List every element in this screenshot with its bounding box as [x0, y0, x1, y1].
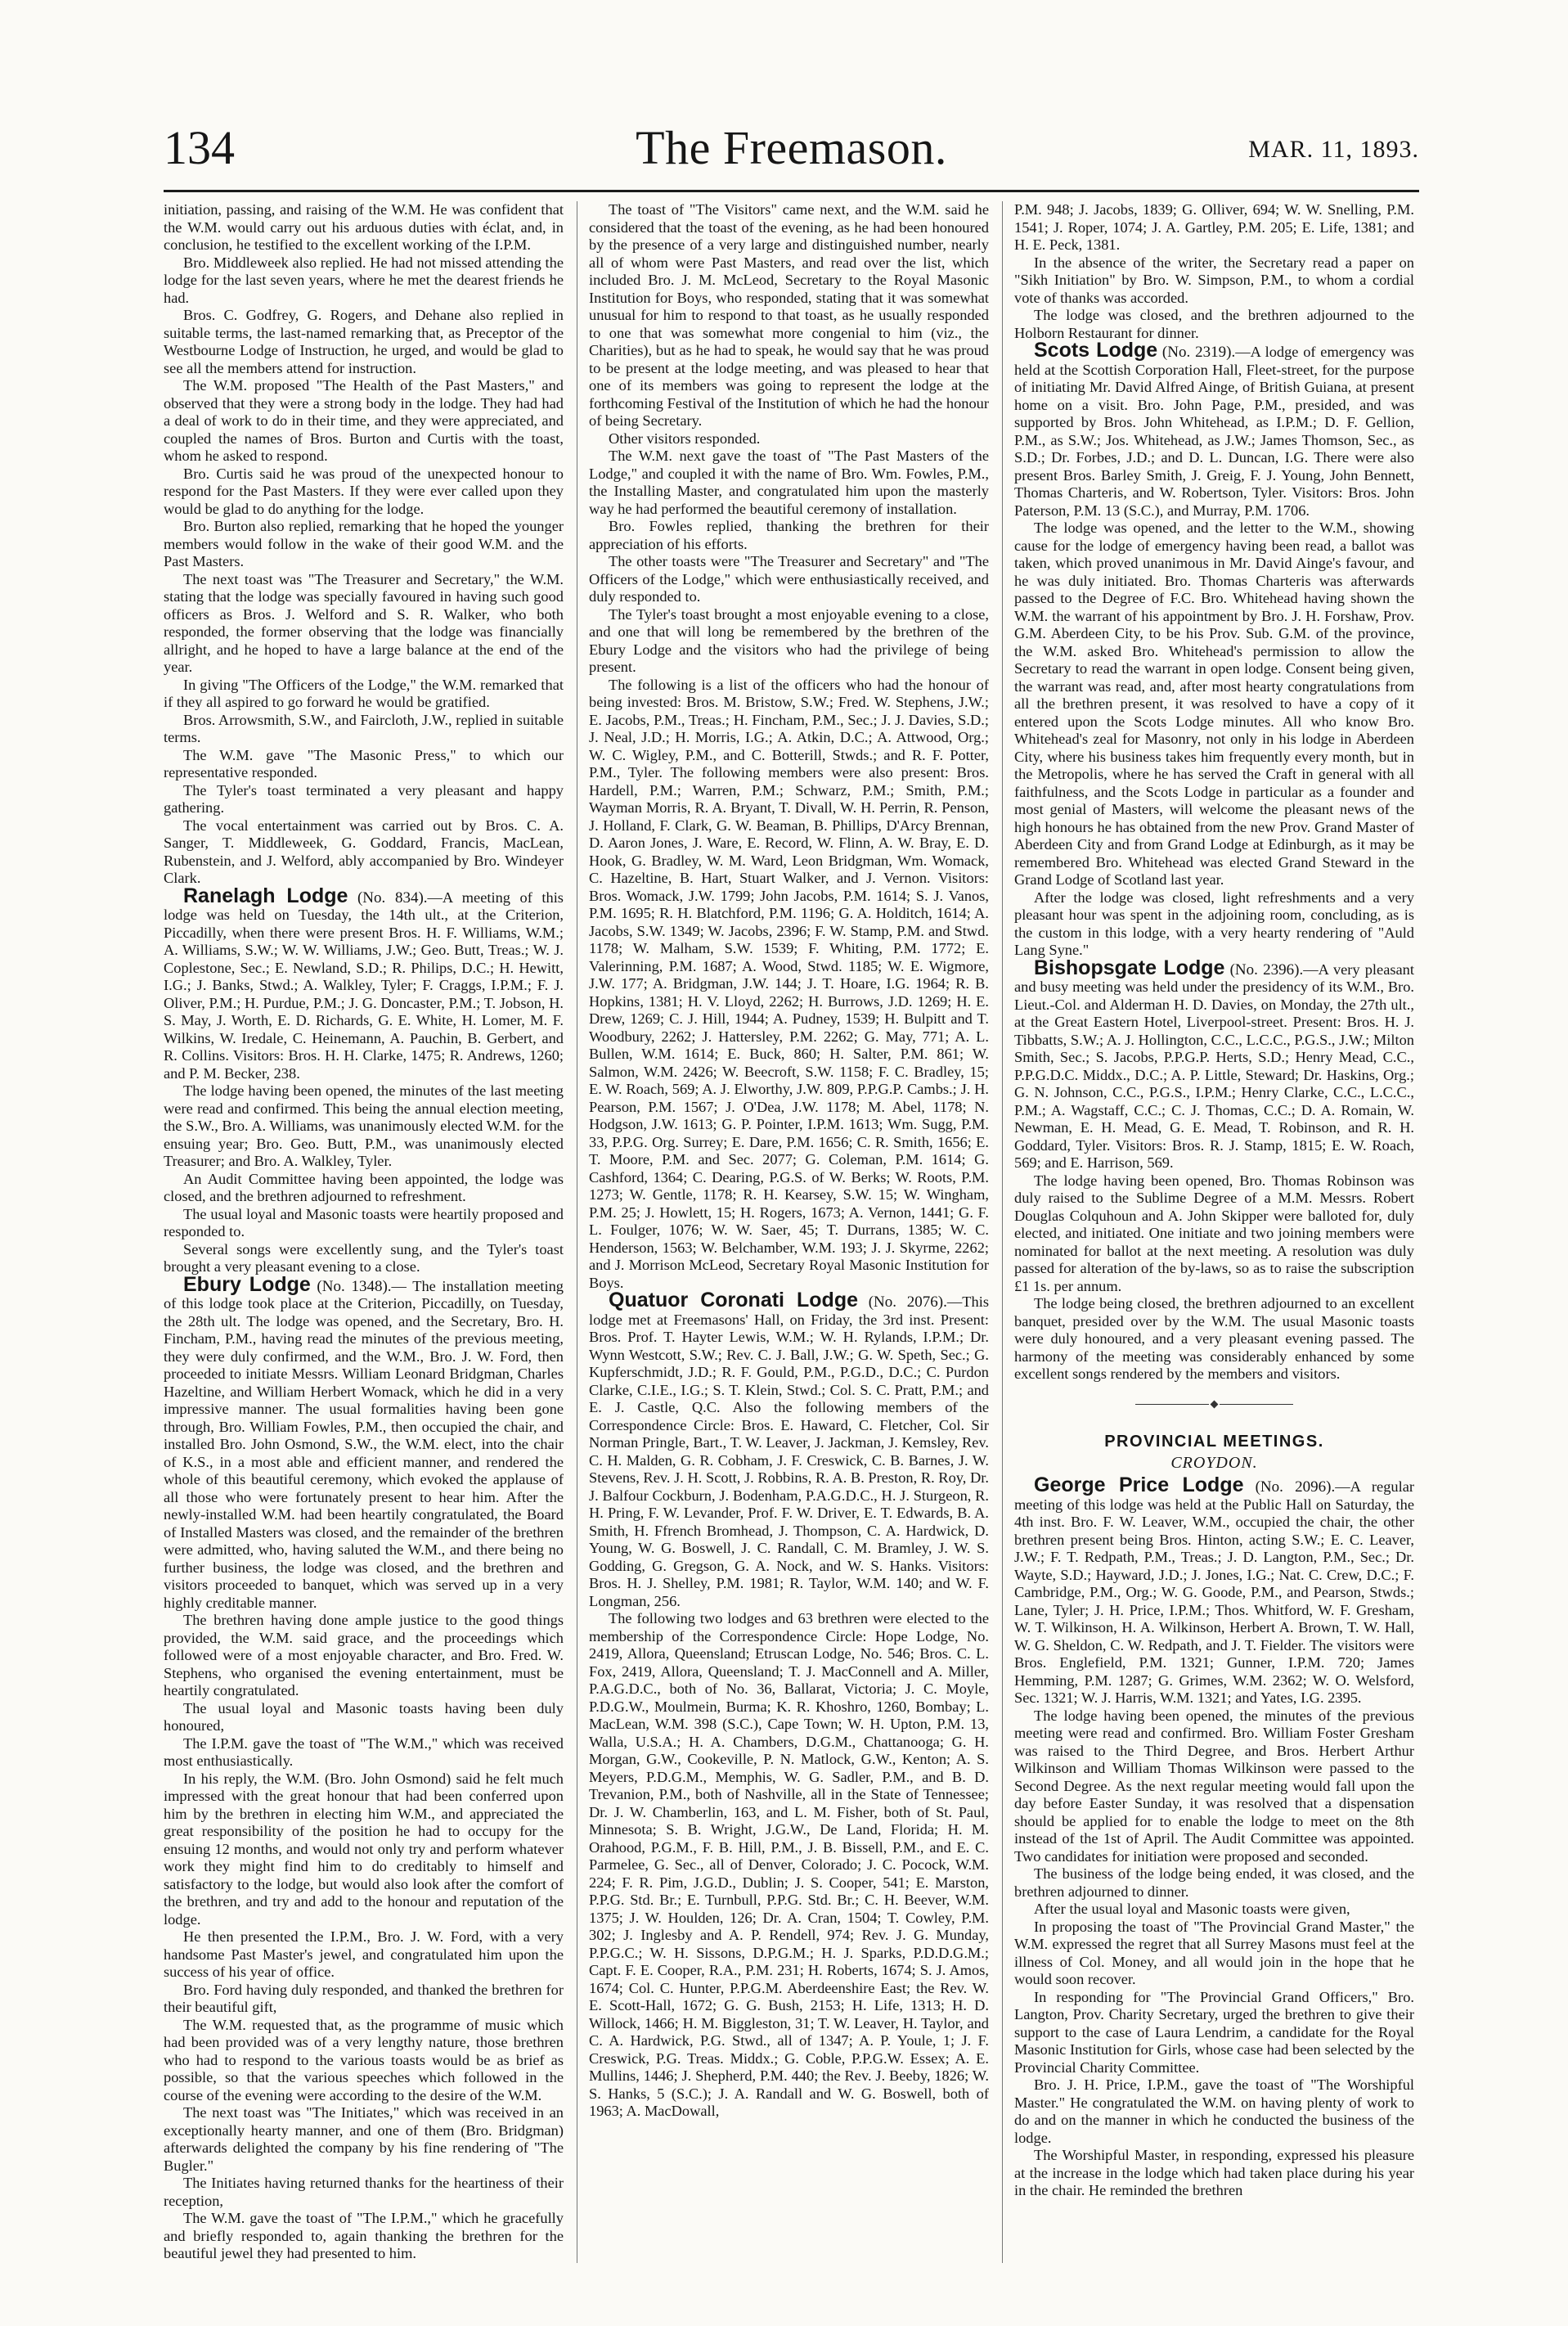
paragraph: Several songs were excellently sung, and the Tyler's toast brought a very pleasant evening to a close.: [164, 1240, 564, 1275]
lodge-number: (No. 2076).: [868, 1293, 947, 1311]
paragraph: In the absence of the writer, the Secretary read a paper on "Sikh Initiation" by Bro. W. Simpson, P.M., to whom a cordial vote of thanks was accorded.: [1014, 254, 1414, 306]
lodge-heading: Ranelagh Lodge: [183, 884, 348, 907]
lodge-number: (No. 1348).: [317, 1277, 392, 1295]
paragraph: Other visitors responded.: [609, 430, 761, 447]
lodge-heading: Ebury Lodge: [183, 1272, 311, 1296]
paragraph: He then presented the I.P.M., Bro. J. W. Ford, with a very handsome Past Master's jewel, and congratulated him upon the success of his year of office.: [164, 1928, 564, 1980]
paragraph: The lodge was opened, and the letter to the W.M., showing cause for the lodge of emergency having been read, a ballot was taken, which proved unanimous in Mr. David Ainge's favour, and he was duly initiated. Bro. Thomas Charteris was afterwards passed to the Degree of F.C. Bro. Whitehead having shown the W.M. the warrant of his appointment by Bro. J. H. Forshaw, Prov. G.M. Aberdeen City, to be his Prov. Sub. G.M. of the province, the W.M. asked Bro. Whitehead's permission to allow the Secretary to read the warrant in open lodge. Consent being given, the warrant was read, and, after most hearty congratulations from all the brethren present, it was resolved to have a copy of it entered upon the Scots Lodge minutes. All who know Bro. Whitehead's zeal for Masonry, not only in his lodge in Aberdeen City, where his business takes him frequently every month, but in the Metropolis, where he has served the Craft in general with all faithfulness, and the Scots Lodge in particular as a founder and most genial of Masters, will welcome the pleasant news of the high honours he has obtained from the new Prov. Grand Master of Aberdeen City and from Grand Lodge at Edinburgh, as it may be remembered Bro. Whitehead was elected Grand Steward in the Grand Lodge of Scotland last year.: [1014, 520, 1414, 888]
lodge-number: (No. 2096).: [1255, 1478, 1336, 1496]
paragraph: The W.M. gave "The Masonic Press," to which our representative responded.: [164, 746, 564, 781]
lodge-report-scots: [1014, 339, 1414, 520]
lodge-number: (No. 834).: [357, 889, 428, 907]
lodge-heading: Quatuor Coronati Lodge: [609, 1289, 859, 1311]
paragraph: The business of the lodge being ended, it was closed, and the brethren adjourned to dinner.: [1014, 1865, 1414, 1900]
report-text: —A meeting of this lodge was held on Tuesday, the 14th ult., at the Criterion, Piccadilly, when there were present Bros. H. F. Williams, W.M.; A. Williams, S.W.; W. W. Williams, J.W.; Geo. Butt, Treas.; W. J. Coplestone, Sec.; E. Newland, S.D.; R. Philips, D.C.; H. Hewitt, I.G.; J. Banks, Stwd.; A. Walkley, Tyler; F. Craggs, I.P.M.; F. J. Oliver, P.M.; H. Purdue, P.M.; J. G. Doncaster, P.M.; T. Jobson, H. S. May, J. Worth, E. D. Richards, G. E. White, H. Lomer, M. F. Wilkins, W. Iredale, C. Heinemann, A. Pauchin, B. Gerbert, and R. Collins. Visitors: Bros. H. H. Clarke, 1475; R. Andrews, 1260; and P. M. Becker, 238.: [164, 889, 564, 1082]
column-3: [1014, 201, 1414, 2263]
report-text: —This lodge met at Freemasons' Hall, on Friday, the 3rd inst. Present: Bros. Prof. T. Hayter Lewis, W.M.; W. H. Rylands, I.P.M.; Dr. Wynn Westcott, S.W.; Rev. C. J. Ball, J.W.; G. W. Speth, Sec.; G. Kupferschmidt, J.D.; R. F. Gould, P.M., P.G.D., D.C.; C. Purdon Clarke, C.I.E., I.G.; S. T. Klein, Stwd.; Col. S. C. Pratt, P.M.; and E. J. Castle, Q.C. Also the following members of the Correspondence Circle: Bros. E. Haward, C. Fletcher, Col. Sir Norman Pringle, Bart., T. W. Leaver, J. Jackman, J. Kemsley, Rev. C. H. Malden, G. R. Cobham, J. F. Creswick, C. B. Barnes, J. W. Stevens, Rev. J. H. Scott, J. Robbins, R. A. B. Preston, R. Roy, Dr. J. Balfour Cockburn, J. Bodenham, P.A.G.D.C., H. J. Sturgeon, R. H. Pring, F. W. Levander, Prof. F. W. Driver, E. T. Edwards, B. A. Smith, H. Ffrench Bromhead, J. Thompson, C. A. Hardwick, D. Young, W. G. Boswell, J. C. Randall, C. M. Bramley, J. W. S. Godding, G. Gregson, G. A. Nock, and W. S. Hanks. Visitors: Bros. H. J. Shelley, P.M. 1981; R. Taylor, W.M. 140; and W. F. Longman, 256.: [589, 1293, 989, 1609]
newspaper-title: The Freemason.: [636, 121, 947, 174]
paragraph: In proposing the toast of "The Provincial Grand Master," the W.M. expressed the regret that all Surrey Masons must feel at the illness of Col. Money, and all would join in the hope that he would soon recover.: [1014, 1918, 1414, 1987]
lodge-heading: Bishopsgate Lodge: [1034, 956, 1225, 979]
section-divider: [1014, 1395, 1414, 1413]
paragraph: The following two lodges and 63 brethren were elected to the membership of the Correspondence Circle: Hope Lodge, No. 2419, Allora, Queensland; Etruscan Lodge, No. 546; Bros. C. L. Fox, 2419, Allora, Queensland; T. J. MacConnell and A. Miller, P.A.G.D.C., both of No. 36, Ballarat, Victoria; J. C. Moyle, P.D.G.W., Moulmein, Burma; K. R. Khoshro, 1260, Bombay; L. MacLean, W.M. 398 (S.C.), Cape Town; W. H. Upton, P.M. 13, Walla, U.S.A.; H. A. Chambers, D.G.M., Chattanooga; G. H. Morgan, G.W., Cookeville, P. N. Matlock, G.W., Kenton; A. S. Meyers, P.D.G.M., Memphis, W. G. Sadler, P.M., and B. D. Trevanion, P.M., both of Nashville, all in the State of Tennessee; Dr. J. W. Chamberlin, 163, and L. M. Fisher, both of St. Paul, Minnesota; S. B. Wright, J.G.W., De Land, Florida; H. M. Orahood, P.G.M., F. B. Hill, P.M., J. B. Bissell, P.M., and E. C. Parmelee, G. Sec., all of Denver, Colorado; J. C. Pocock, W.M. 224; F. R. Pim, J.G.D., Dublin; J. S. Cooper, 541; E. Marston, P.P.G. Std. Br.; E. Turnbull, P.P.G. Std. Br.; C. H. Beever, W.M. 1375; J. W. Houlden, 126; Dr. A. Cran, 1504; T. Cowley, P.M. 302; J. Inglesby and A. P. Rendell, 974; Rev. J. G. Munday, P.P.G.C.; W. H. Sissons, D.P.G.M.; H. J. Sparks, P.D.D.G.M.; Capt. F. E. Cooper, R.A., P.M. 231; H. Roberts, 1674; S. J. Amos, 1674; Col. C. Hunter, P.P.G.M. Aberdeenshire East; the Rev. W. E. Scott-Hall, 1672; G. G. Bush, 2153; H. Life, 1313; H. D. Willock, 1466; H. M. Biggleston, 31; T. W. Leaver, H. Taylor, and C. A. Hardwick, P.G. Stwd., all of 1347; A. P. Youle, 1; J. F. Creswick, P.G. Treas. Middx.; G. Coble, P.P.G.W. Essex; A. E. Mullins, 1446; J. Shepherd, P.M. 440; the Rev. J. Beeby, 1826; W. S. Hanks, 5 (S.C.); J. A. Randall and W. G. Boswell, both of 1963; A. MacDowall,: [589, 1610, 989, 2119]
paragraph: The W.M. requested that, as the programme of music which had been provided was of a very lengthy nature, those brethren who had to respond to the various toasts would be as brief as possible, so that the various speeches which followed in the course of the evening were according to the desire of the W.M.: [164, 2016, 564, 2103]
paragraph: Bros. Arrowsmith, S.W., and Faircloth, J.W., replied in suitable terms.: [164, 711, 564, 745]
paragraph: The other toasts were "The Treasurer and Secretary" and "The Officers of the Lodge," which were enthusiastically received, and duly responded to.: [589, 553, 989, 605]
lodge-heading: George Price Lodge: [1034, 1473, 1244, 1496]
report-text: —A regular meeting of this lodge was held at the Public Hall on Saturday, the 4th inst. Bro. F. W. Leaver, W.M., occupied the chair, the other brethren present being Bros. Hinton, acting S.W.; E. C. Leaver, J.W.; F. T. Redpath, P.M., Treas.; J. D. Langton, P.M., Sec.; Dr. Wayte, S.D.; Hayward, J.D.; J. Jones, I.G.; Nat. C. Crew, D.C.; F. Cambridge, P.M., Org.; W. G. Goode, P.M., and Pearson, Stwds.; Lane, Tyler; J. H. Price, I.P.M.; Thos. Whitford, W. F. Gresham, W. T. Wilkinson, H. A. Wilkinson, Herbert A. Brown, T. W. Hall, W. G. Sheldon, C. W. Redpath, and J. T. Fielder. The visitors were Bros. Englefield, P.M. 1321; Gunner, I.P.M. 720; James Hemming, P.M. 1287; G. Grimes, W.M. 2362; W. O. Welsford, Sec. 1321; W. J. Harris, W.M. 1321; and Yates, I.G. 2395.: [1014, 1478, 1414, 1706]
paragraph: The Tyler's toast brought a most enjoyable evening to a close, and one that will long be remembered by the brethren of the Ebury Lodge and the visitors who had the privilege of being present.: [589, 605, 989, 675]
lodge-report-bishopsgate: [1014, 956, 1414, 1172]
paragraph: The vocal entertainment was carried out by Bros. C. A. Sanger, T. Middleweek, G. Goddard, Francis, MacLean, Rubenstein, and J. Welford, ably accompanied by Bro. Windeyer Clark.: [164, 817, 564, 886]
paragraph: Bro. J. H. Price, I.P.M., gave the toast of "The Worshipful Master." He congratulated the W.M. on having plenty of work to do and on the manner in which he conducted the business of the lodge.: [1014, 2076, 1414, 2146]
paragraph: The W.M. gave the toast of "The I.P.M.," which he gracefully and briefly responded to, again thanking the brethren for the beautiful jewel they had presented to him.: [164, 2210, 564, 2261]
column-2: [589, 201, 989, 2263]
lodge-heading: Scots Lodge: [1034, 339, 1158, 362]
page-number: 134: [164, 121, 235, 174]
column-1: [164, 201, 564, 2263]
paragraph: Bro. Fowles replied, thanking the brethren for their appreciation of his efforts.: [589, 518, 989, 552]
paragraph: The lodge having been opened, Bro. Thomas Robinson was duly raised to the Sublime Degree of a M.M. Messrs. Robert Douglas Colquhoun and A. John Skipper were balloted for, duly elected, and initiated. One initiate and two joining members were nominated for ballot at the next meeting. A resolution was duly passed for alteration of the by-laws, so as to raise the subscription £1 1s. per annum.: [1014, 1172, 1414, 1294]
lodge-report-george-price: [1014, 1473, 1414, 1707]
paragraph: Bro. Middleweek also replied. He had not missed attending the lodge for the last seven years, where he met the dearest friends he had.: [164, 254, 564, 306]
report-text: —A very pleasant and busy meeting was held under the presidency of its W.M., Bro. Lieut.-Col. and Alderman H. D. Davies, on Monday, the 27th ult., at the Great Eastern Hotel, Liverpool-street. Present: Bros. H. J. Tibbatts, S.W.; A. J. Hollington, C.C., L.C.C., P.G.S., J.W.; Milton Smith, Sec.; S. Jacobs, P.P.G.P. Herts, S.D.; Henry Mead, C.C., P.P.G.D.C. Middx., D.C.; A. P. Little, Steward; Dr. Haskins, Org.; G. N. Johnson, C.C., P.G.S., I.P.M.; Henry Clarke, C.C., L.C.C., P.M.; A. Wagstaff, C.C.; C. J. Thomas, C.C.; D. A. Romain, W. Newman, E. H. Mead, G. E. Mead, T. Robinson, and R. H. Goddard, Tyler. Visitors: Bros. R. J. Stamp, 1815; E. W. Roach, 569; and E. Harrison, 569.: [1014, 961, 1414, 1171]
paragraph: The W.M. next gave the toast of "The Past Masters of the Lodge," and coupled it with the name of Bro. Wm. Fowles, P.M., the Installing Master, and congratulated him upon the masterly way he had performed the beautiful ceremony of installation.: [589, 448, 989, 517]
paragraph: The Worshipful Master, in responding, expressed his pleasure at the increase in the lodge which had taken place during his year in the chair. He reminded the brethren: [1014, 2147, 1414, 2198]
report-text: — The installation meeting of this lodge took place at the Criterion, Piccadilly, on Tuesday, the 28th ult. The lodge was opened, and the Secretary, Bro. H. Fincham, P.M., having read the minutes of the previous meeting, they were duly confirmed, and the W.M., Bro. J. W. Ford, then proceeded to initiate Messrs. William Leonard Bridgman, Charles Hazeltine, and William Herbert Womack, which he did in a very impressive manner. The usual formalities having been gone through, Bro. William Fowles, P.M., then occupied the chair, and installed Bro. John Osmond, S.W., the W.M. elect, into the chair of K.S., in a most able and efficient manner, and rendered the whole of this beautiful ceremony, which evoked the applause of all those who were fortunately present to hear him. After the newly-installed W.M. had been heartily congratulated, the Board of Installed Masters was closed, and the remainder of the brethren were admitted, who, having saluted the W.M., and there being no further business, the lodge was closed, and the brethren and visitors proceeded to banquet, which was served up in a very highly creditable manner.: [164, 1277, 564, 1611]
paragraph: The next toast was "The Initiates," which was received in an exceptionally hearty manner, and one of them (Bro. Bridgman) afterwards delighted the company by his fine rendering of "The Bugler.": [164, 2104, 564, 2174]
issue-date: MAR. 11, 1893.: [1248, 136, 1419, 163]
paragraph: The lodge having been opened, the minutes of the last meeting were read and confirmed. This being the annual election meeting, the S.W., Bro. A. Williams, was unanimously elected W.M. for the ensuing year; Bro. Geo. Butt, P.M., was unanimously elected Treasurer; and Bro. A. Walkley, Tyler.: [164, 1082, 564, 1169]
paragraph: The lodge having been opened, the minutes of the previous meeting were read and confirmed. Bro. William Foster Gresham was raised to the Third Degree, and Bros. Herbert Arthur Wilkinson and William Thomas Wilkinson were passed to the Second Degree. As the next regular meeting would fall upon the day before Easter Sunday, it was resolved that a dispensation should be applied for to enable the lodge to meet on the 8th instead of the 1st of April. The Audit Committee was appointed. Two candidates for initiation were proposed and seconded.: [1014, 1707, 1414, 1865]
paragraph: An Audit Committee having been appointed, the lodge was closed, and the brethren adjourned to refreshment.: [164, 1170, 564, 1204]
section-subtitle: CROYDON.: [1170, 1453, 1258, 1472]
lodge-number: (No. 2319).: [1161, 344, 1236, 361]
paragraph: The lodge being closed, the brethren adjourned to an excellent banquet, presided over by the W.M. The usual Masonic toasts were duly honoured, and a very pleasant evening passed. The harmony of the meeting was considerably enhanced by some excellent songs rendered by the members and visitors.: [1014, 1295, 1414, 1382]
paragraph: The W.M. proposed "The Health of the Past Masters," and observed that they were a strong body in the lodge. They had had a deal of work to do in their time, and they were appreciated, and coupled the names of Bros. Burton and Curtis with the toast, whom he asked to respond.: [164, 377, 564, 464]
lodge-report-ranelagh: [164, 884, 564, 1083]
paragraph: The brethren having done ample justice to the good things provided, the W.M. said grace, and the proceedings which followed were of a most enjoyable character, and Bro. Fred. W. Stephens, who organised the evening entertainment, must be heartily congratulated.: [164, 1612, 564, 1698]
paragraph: The usual loyal and Masonic toasts were heartily proposed and responded to.: [164, 1205, 564, 1239]
paragraph: Bro. Burton also replied, remarking that he hoped the younger members would follow in the wake of their good W.M. and the Past Masters.: [164, 518, 564, 569]
paragraph: The Initiates having returned thanks for the heartiness of their reception,: [164, 2175, 564, 2209]
paragraph: After the lodge was closed, light refreshments and a very pleasant hour was spent in the adjoining room, concluding, as is the custom in this lodge, with a very hearty rendering of "Auld Lang Syne.": [1014, 889, 1414, 958]
section-title: PROVINCIAL MEETINGS.: [1104, 1433, 1324, 1451]
column-rule: [1002, 201, 1003, 2263]
masthead: [164, 115, 1419, 192]
paragraph: The Tyler's toast terminated a very pleasant and happy gathering.: [164, 781, 564, 816]
paragraph: P.M. 948; J. Jacobs, 1839; G. Olliver, 694; W. W. Snelling, P.M. 1541; J. Roper, 1074; J. A. Gartley, P.M. 205; E. Life, 1381; and H. E. Peck, 1381.: [1014, 201, 1414, 253]
lodge-report-ebury: [164, 1272, 564, 1613]
report-text: —A lodge of emergency was held at the Scottish Corporation Hall, Fleet-street, for the purpose of initiating Mr. David Alfred Ainge, of British Guiana, at present home on a visit. Bro. John Page, P.M., presided, and was supported by Bros. John Whitehead, as I.P.M.; D. F. Gellion, P.M., as S.W.; Jos. Whitehead, as J.W.; James Thomson, Sec., as S.D.; Dr. Forbes, J.D.; and D. L. Duncan, I.G. There were also present Bros. Barley Smith, J. Greig, F. J. Young, John Bennett, Thomas Charteris, and W. Robertson, Tyler. Visitors: Bros. John Paterson, P.M. 13 (S.C.), and Murray, P.M. 1706.: [1014, 344, 1414, 519]
paragraph: In giving "The Officers of the Lodge," the W.M. remarked that if they all aspired to go forward he would be gratified.: [164, 676, 564, 710]
paragraph: The I.P.M. gave the toast of "The W.M.," which was received most enthusiastically.: [164, 1734, 564, 1769]
paragraph: In his reply, the W.M. (Bro. John Osmond) said he felt much impressed with the great honour that had been conferred upon him by the brethren in electing him W.M., and appreciated the great responsibility of the position he had to occupy for the ensuing 12 months, and would not only try and perform whatever work they might find him to do creditably to himself and satisfactory to the lodge, but would also look after the comfort of the brethren, and try and add to the honour and reputation of the lodge.: [164, 1770, 564, 1928]
lodge-number: (No. 2396).: [1229, 961, 1304, 979]
paragraph: initiation, passing, and raising of the W.M. He was confident that the W.M. would carry out his arduous duties with éclat, and, in conclusion, he testified to the excellent working of the I.P.M.: [164, 201, 564, 253]
paragraph: Bro. Curtis said he was proud of the unexpected honour to respond for the Past Masters. If they were ever called upon they would be glad to do anything for the lodge.: [164, 465, 564, 517]
paragraph: The toast of "The Visitors" came next, and the W.M. said he considered that the toast of the evening, as he had been honoured by the presence of a very large and distinguished number, nearly all of whom were Past Masters, and read over the list, which included Bro. J. M. McLeod, Secretary to the Royal Masonic Institution for Boys, who responded, stating that it was somewhat unusual for him to respond to that toast, as he usually responded to one that was somewhat more congenial to him (viz., the Charities), but as he had to speak, he would say that he was proud to be present at the lodge meeting, and was pleased to hear that one of its members was going to represent the lodge at the forthcoming Festival of the Institution of which he had the honour of being Secretary.: [589, 201, 989, 429]
paragraph: After the usual loyal and Masonic toasts were given,: [1034, 1901, 1350, 1917]
paragraph: Bros. C. Godfrey, G. Rogers, and Dehane also replied in suitable terms, the last-named remarking that, as Preceptor of the Westbourne Lodge of Instruction, he urged, and would be glad to see all the members attend for instruction.: [164, 307, 564, 376]
paragraph: The lodge was closed, and the brethren adjourned to the Holborn Restaurant for dinner.: [1014, 307, 1414, 341]
paragraph: The usual loyal and Masonic toasts having been duly honoured,: [164, 1699, 564, 1734]
paragraph: The following is a list of the officers who had the honour of being invested: Bros. M. Bristow, S.W.; Fred. W. Stephens, J.W.; E. Jacobs, P.M., Treas.; H. Fincham, P.M., Sec.; J. J. Davies, S.D.; J. Neal, J.D.; H. Morris, I.G.; A. Atkin, D.C.; A. Attwood, Org.; W. C. Wigley, P.M., and C. Botterill, Stwds.; and R. F. Potter, P.M., Tyler. The following members were also present: Bros. Hardell, P.M.; Warren, P.M.; Schwarz, P.M.; Smith, P.M.; Wayman Morris, R. A. Bryant, T. Divall, W. H. Perrin, R. Penson, J. Holland, F. Clark, G. W. Beaman, B. Phillips, D'Arcy Brennan, D. Aaron Jones, J. Ware, E. Record, W. Flinn, A. W. Bray, E. D. Hook, G. Bradley, W. M. Ward, Leon Bridgman, Wm. Womack, C. Hazeltine, B. Hart, Stuart Walker, and J. Vernon. Visitors: Bros. Womack, J.W. 1799; John Jacobs, P.M. 1614; S. J. Vanos, P.M. 1695; R. H. Blatchford, P.M. 1196; G. A. Holditch, 1614; A. Jacobs, S.W. 1349; W. Jacobs, 2396; F. W. Stamp, P.M. and Stwd. 1178; W. Malham, S.W. 1539; F. Whiting, P.M. 1772; E. Valerinning, P.M. 1687; A. Wood, Stwd. 1185; W. E. Wigmore, J.W. 177; A. Bridgman, J.W. 144; J. T. Hoare, I.G. 1964; R. B. Hopkins, 1381; H. V. Lloyd, 2262; H. Burrows, J.D. 1269; H. E. Drew, 1269; C. J. Hill, 1944; A. Pudney, 1539; H. Bulpitt and T. Woodbury, 2262; J. Hattersley, P.M. 2262; G. May, 771; A. L. Bullen, W.M. 1614; E. Buck, 860; H. Salter, P.M. 861; W. Salmon, W.M. 2426; W. Beecroft, S.W. 1158; F. C. Bradley, 15; E. W. Roach, 569; A. J. Elworthy, J.W. 809, P.P.G.P. Cambs.; J. H. Pearson, P.M. 1567; J. O'Dea, J.W. 1178; M. Abel, 1178; N. Hodgson, J.W. 1613; G. P. Pointer, I.P.M. 1613; Wm. Sugg, P.M. 33, P.P.G. Org. Surrey; E. Dare, P.M. 1656; C. R. Smith, 1656; E. T. Moore, P.M. and Sec. 2077; G. Coleman, P.M. 1614; G. Cashford, 1364; C. Dearing, P.G.S. of W. Berks; W. Roots, P.M. 1273; W. Gentle, 1178; R. H. Kearsey, S.W. 15; W. Wingham, P.M. 25; J. Howlett, 15; H. Rogers, 1673; A. Vernon, 1441; G. F. L. Foulger, 1076; W. W. Saer, 45; T. Durrans, 1385; W. C. Henderson, 1563; W. Belchamber, W.M. 193; J. J. Skyrme, 2262; and J. Morrison McLeod, Secretary Royal Masonic Institution for Boys.: [589, 676, 989, 1291]
paragraph: The next toast was "The Treasurer and Secretary," the W.M. stating that the lodge was specially favoured in having such good officers as Bros. J. Welford and S. R. Walker, who both responded, the former observing that the lodge was financially allright, and he hoped to have a large balance at the end of the year.: [164, 570, 564, 675]
lodge-report-quatuor-coronati: [589, 1289, 989, 1610]
paragraph: In responding for "The Provincial Grand Officers," Bro. Langton, Prov. Charity Secretary, urged the brethren to give their support to the case of Laura Lendrim, a candidate for the Royal Masonic Institution for Girls, whose case had been selected by the Provincial Charity Committee.: [1014, 1988, 1414, 2076]
paragraph: Bro. Ford having duly responded, and thanked the brethren for their beautiful gift,: [164, 1981, 564, 2015]
